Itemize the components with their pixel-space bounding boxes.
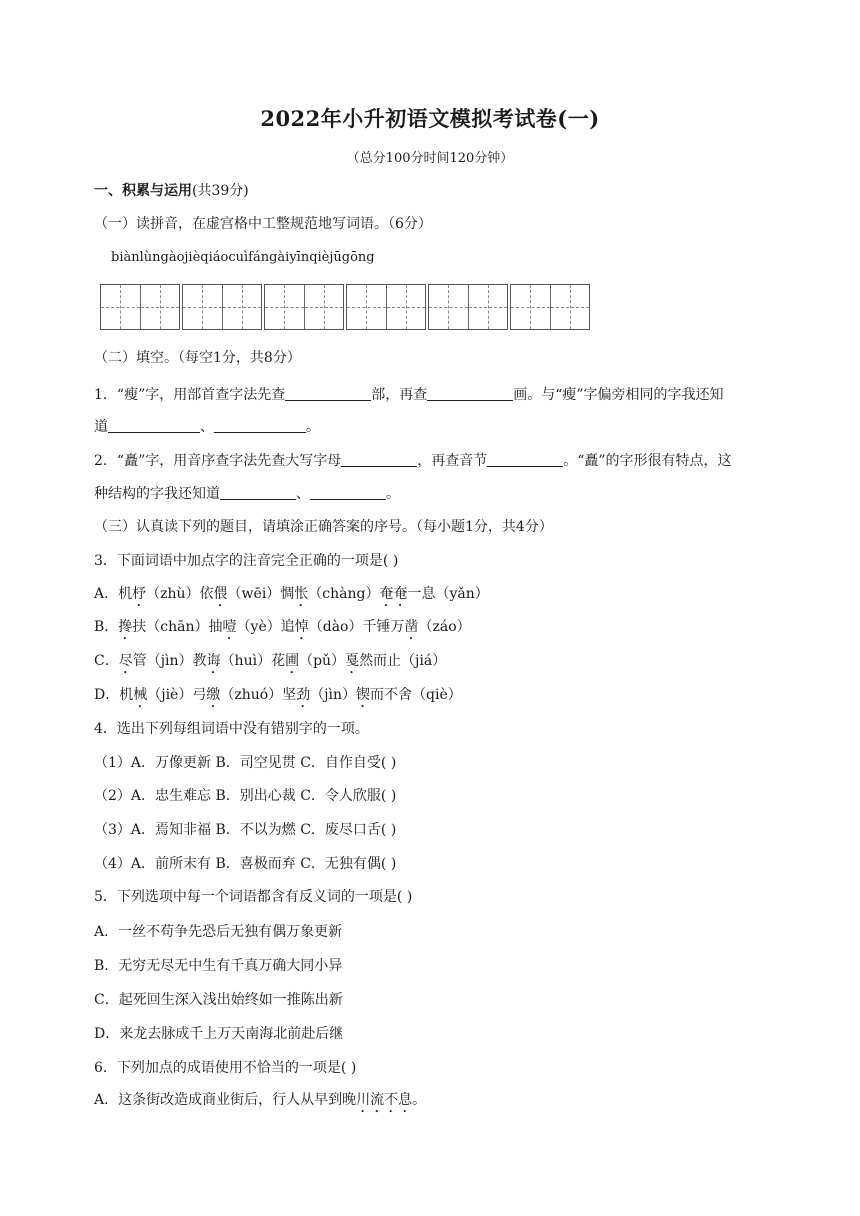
answer-blank[interactable]: [427, 386, 513, 401]
answer-blank[interactable]: [220, 485, 296, 500]
question-2-line2: 种结构的字我还知道 、 。: [94, 486, 400, 502]
question-4-item[interactable]: （1）A．万像更新 B．司空见贯 C．自作自受( ): [94, 755, 397, 771]
writing-box[interactable]: [182, 284, 262, 330]
part3-instruction: （三）认真读下列的题目，请填涂正确答案的序号。（每小题1分，共4分）: [94, 519, 553, 535]
question-3-option-d[interactable]: D．机械（jiè）弓缴（zhuó）坚劲（jìn）锲而不舍（qiè）: [94, 687, 462, 703]
page-subtitle: （总分100分时间120分钟）: [346, 151, 514, 166]
question-3-option-a[interactable]: A．机杼（zhù）依偎（wēi）惆怅（chàng）奄奄一息（yǎn）: [94, 586, 489, 602]
writing-grid: [100, 284, 592, 332]
section-heading: [94, 182, 249, 200]
writing-box[interactable]: [510, 284, 590, 330]
question-5-option-d[interactable]: D．来龙去脉成千上万天南海北前赴后继: [94, 1026, 344, 1042]
question-2-line1: 2．“矗”字，用音序查字法先查大写字母 ，再查音节 。“矗”的字形很有特点，这: [94, 453, 732, 469]
part1-instruction: （一）读拼音，在虚宫格中工整规范地写词语。（6分）: [94, 216, 432, 232]
question-5-option-b[interactable]: B．无穷无尽无中生有千真万确大同小异: [94, 958, 343, 974]
question-4-stem: 4．选出下列每组词语中没有错别字的一项。: [94, 721, 369, 737]
question-4-item[interactable]: （4）A．前所末有 B．喜极而弃 C．无独有偶( ): [94, 856, 397, 872]
section-title: 一、积累与运用: [94, 183, 192, 199]
question-1-line2: 道 、 。: [94, 419, 320, 435]
question-4-item[interactable]: （2）A．忠生难忘 B．别出心裁 C．令人欣服( ): [94, 788, 397, 804]
question-5-option-a[interactable]: A．一丝不苟争先恐后无独有偶万象更新: [94, 924, 343, 940]
answer-blank[interactable]: [214, 418, 306, 433]
writing-box[interactable]: [100, 284, 180, 330]
answer-blank[interactable]: [108, 418, 200, 433]
question-5-stem: 5．下列选项中每一个词语都含有反义词的一项是( ): [94, 889, 413, 905]
part2-instruction: （二）填空。（每空1分，共8分）: [94, 350, 301, 366]
answer-blank[interactable]: [487, 452, 563, 467]
writing-box[interactable]: [346, 284, 426, 330]
question-3-option-b[interactable]: B．搀扶（chān）抽噎（yè）追悼（dào）千锤万凿（záo）: [94, 619, 471, 635]
question-3-stem: 3．下面词语中加点字的注音完全正确的一项是( ): [94, 553, 399, 569]
question-1-line1: 1．“瘦”字，用部首查字法先查 部，再查 画。与“瘦”字偏旁相同的字我还知: [94, 387, 724, 403]
question-5-option-c[interactable]: C．起死回生深入浅出始终如一推陈出新: [94, 992, 343, 1008]
question-3-option-c[interactable]: C．尽管（jìn）教诲（huì）花圃（pǔ）戛然而止（jiá）: [94, 653, 447, 669]
section-points: (共39分): [192, 183, 249, 199]
question-6-option-a[interactable]: A．这条街改造成商业街后，行人从早到晚川流不息。: [94, 1092, 427, 1108]
writing-box[interactable]: [428, 284, 508, 330]
answer-blank[interactable]: [341, 452, 417, 467]
writing-box[interactable]: [264, 284, 344, 330]
answer-blank[interactable]: [285, 386, 371, 401]
pinyin-line: biànlùngàojièqiáocuìfángàiyīnqièjūgōng: [111, 250, 375, 265]
answer-blank[interactable]: [310, 485, 386, 500]
page-title: 2022年小升初语文模拟考试卷(一): [260, 106, 600, 131]
question-6-stem: 6．下列加点的成语使用不恰当的一项是( ): [94, 1060, 357, 1076]
question-4-item[interactable]: （3）A．焉知非福 B．不以为燃 C．废尽口舌( ): [94, 822, 397, 838]
